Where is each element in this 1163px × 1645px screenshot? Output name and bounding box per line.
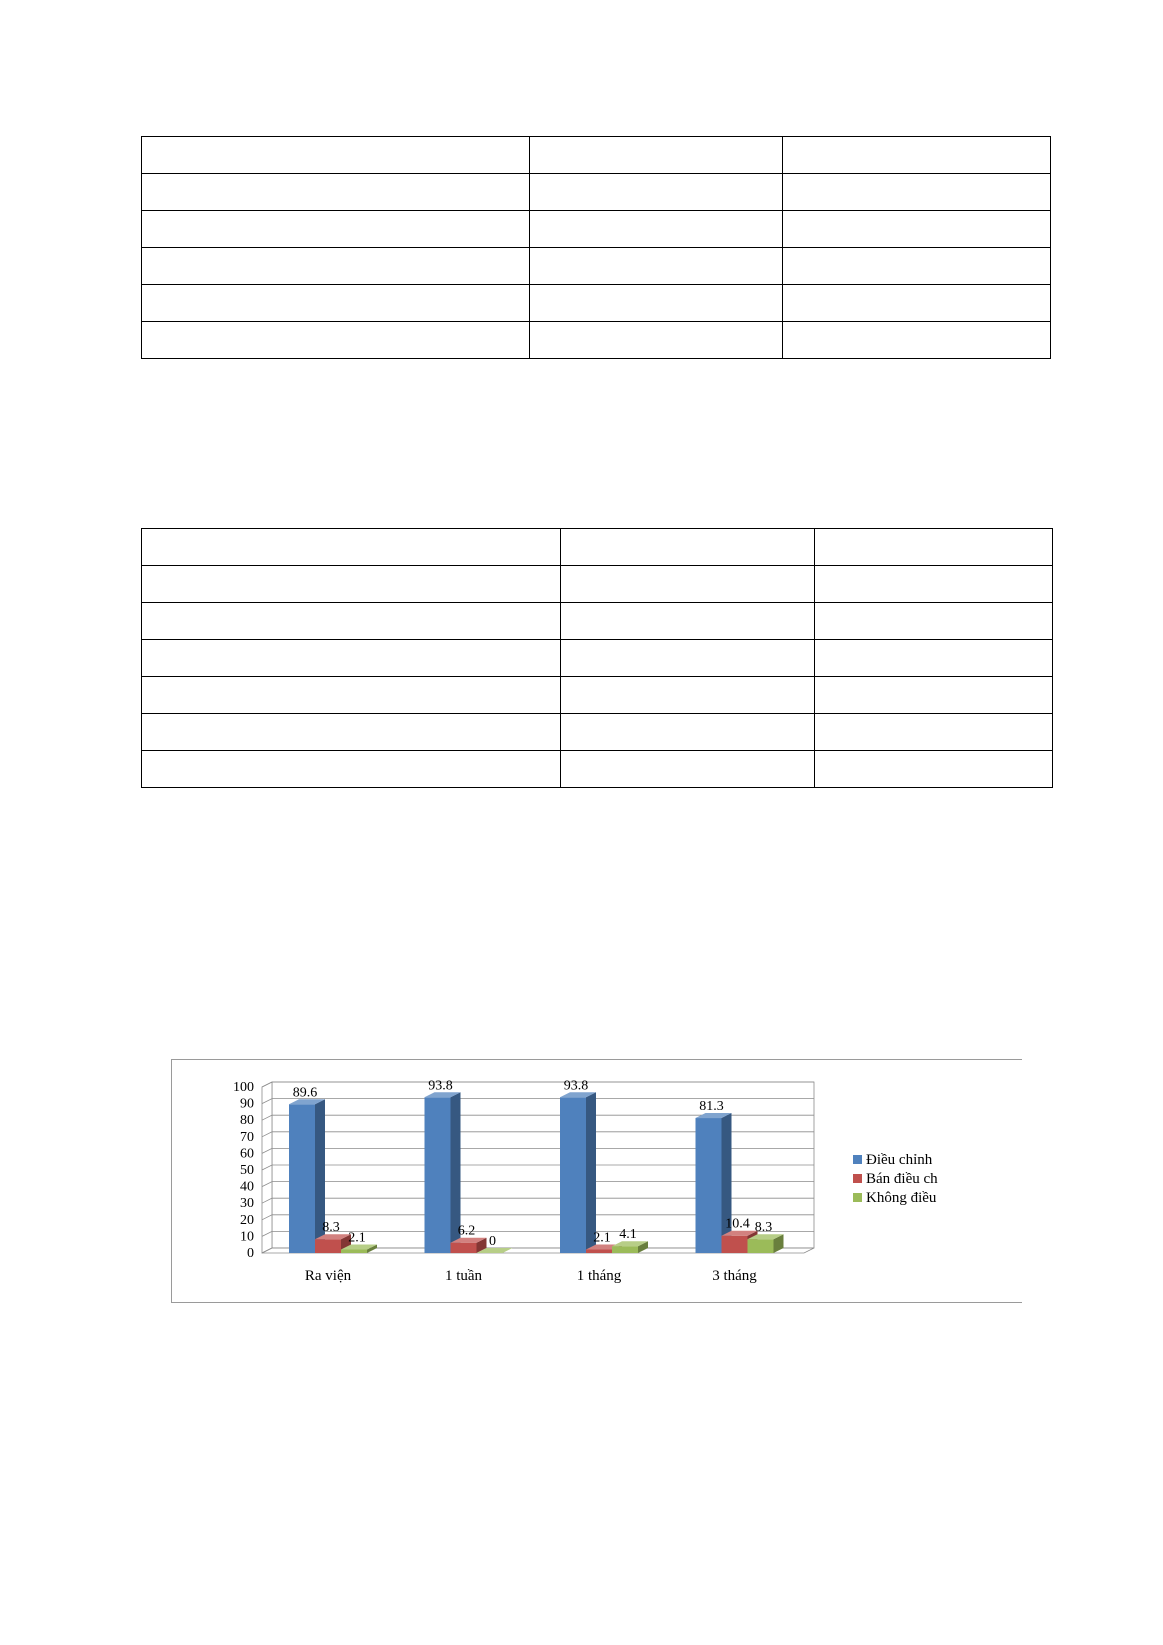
bar-chart [171,1059,1022,1303]
table-cell [561,751,815,788]
table-cell [815,714,1053,751]
table-cell [561,603,815,640]
bar-front [451,1243,477,1253]
bar-front [586,1250,612,1253]
y-tick-label: 30 [240,1196,254,1212]
table-cell [815,566,1053,603]
data-label: 10.4 [725,1216,750,1232]
table-cell [783,211,1051,248]
table-row [142,714,1053,751]
table-cell [530,248,783,285]
y-tick-label: 0 [247,1246,254,1261]
bar-side [586,1092,596,1253]
table-cell [783,285,1051,322]
bar-front [748,1239,774,1253]
table-cell [142,677,561,714]
table-cell [142,174,530,211]
table-cell [815,640,1053,677]
y-tick-label: 50 [240,1163,254,1178]
legend-label: Điều chỉnh [866,1152,933,1168]
bar-front [696,1118,722,1253]
table-row [142,137,1051,174]
legend-swatch [853,1174,862,1183]
table-row [142,285,1051,322]
table-cell [142,640,561,677]
data-label: 8.3 [322,1220,340,1236]
table-cell [783,322,1051,359]
table-row [142,248,1051,285]
y-tick-label: 60 [240,1146,254,1162]
bar-front [289,1104,315,1253]
legend-swatch [853,1193,862,1202]
table-cell [142,285,530,322]
category-labels [305,1268,757,1284]
table-row [142,174,1051,211]
y-tick-label: 70 [240,1129,254,1145]
table-cell [561,714,815,751]
data-label: 8.3 [754,1220,773,1236]
data-label: 93.8 [428,1078,453,1094]
table-cell [815,751,1053,788]
table-cell [561,529,815,566]
data-table-2 [141,528,1053,788]
bar-front [341,1250,367,1253]
legend-label: Không điều [866,1190,937,1206]
table-cell [815,529,1053,566]
table-row [142,529,1053,566]
table-cell [530,285,783,322]
x-tick-label: 1 tháng [576,1268,622,1284]
table-cell [142,714,561,751]
y-axis-ticks [233,1080,254,1261]
table-cell [815,603,1053,640]
bar-front [722,1236,748,1253]
table-row [142,211,1051,248]
table-row [142,603,1053,640]
table-cell [561,566,815,603]
table-cell [142,566,561,603]
data-label: 0 [489,1234,496,1249]
bar-front [560,1097,586,1253]
x-tick-label: 3 tháng [712,1268,757,1284]
table-cell [561,677,815,714]
table-cell [530,322,783,359]
table-row [142,640,1053,677]
chart-legend [853,1152,938,1206]
table-cell [815,677,1053,714]
x-tick-label: Ra viện [304,1268,352,1284]
x-tick-label: 1 tuần [444,1268,483,1284]
table-cell [530,174,783,211]
table-cell [142,529,561,566]
table-cell [530,211,783,248]
table-row [142,566,1053,603]
bar-front [315,1239,341,1253]
y-tick-label: 100 [233,1080,254,1095]
data-label: 2.1 [348,1230,366,1246]
table-cell [561,640,815,677]
data-label: 4.1 [619,1227,637,1243]
legend-swatch [853,1155,862,1164]
y-tick-label: 90 [240,1096,254,1112]
data-label: 6.2 [457,1223,476,1239]
data-label: 89.6 [292,1085,318,1101]
table-cell [142,211,530,248]
table-cell [142,137,530,174]
table-cell [783,137,1051,174]
data-table-1 [141,136,1051,359]
table-row [142,322,1051,359]
y-tick-label: 20 [240,1212,254,1228]
table-cell [783,248,1051,285]
table-cell [530,137,783,174]
bar-chart-svg [172,1060,1022,1302]
table-cell [142,751,561,788]
data-label: 81.3 [699,1099,724,1115]
y-tick-label: 40 [240,1179,254,1195]
table-cell [142,248,530,285]
table-row [142,677,1053,714]
y-tick-label: 80 [240,1113,254,1129]
table-cell [783,174,1051,211]
table-row [142,751,1053,788]
data-label: 2.1 [593,1230,611,1246]
y-tick-label: 10 [240,1229,254,1245]
bar-front [425,1097,451,1253]
table-cell [142,322,530,359]
bar-front [612,1246,638,1253]
data-label: 93.8 [563,1078,589,1094]
table-cell [142,603,561,640]
legend-label: Bán điều ch [866,1171,938,1187]
